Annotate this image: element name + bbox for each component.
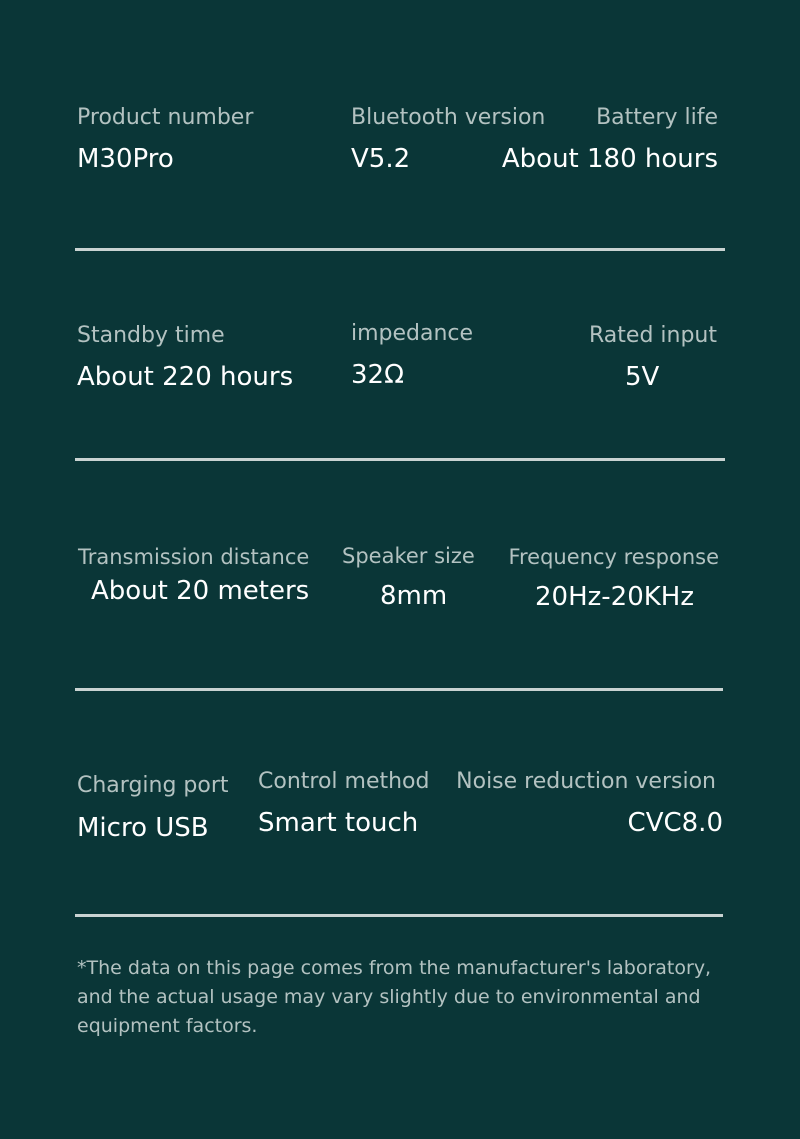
spec-value: CVC8.0 bbox=[627, 808, 723, 838]
spec-value: 32Ω bbox=[351, 360, 404, 390]
spec-label: Standby time bbox=[77, 323, 225, 348]
spec-label: Rated input bbox=[589, 323, 717, 348]
spec-value: About 20 meters bbox=[91, 576, 310, 606]
spec-label: impedance bbox=[351, 321, 474, 346]
divider bbox=[75, 248, 725, 251]
spec-label: Product number bbox=[77, 105, 254, 130]
spec-label: Transmission distance bbox=[78, 545, 310, 569]
spec-label: Battery life bbox=[596, 105, 718, 130]
spec-value: Smart touch bbox=[258, 808, 419, 838]
spec-label: Bluetooth version bbox=[351, 105, 546, 130]
divider bbox=[75, 688, 723, 691]
spec-label: Charging port bbox=[77, 773, 229, 798]
disclaimer-footnote: *The data on this page comes from the manufacturer's laboratory, and the actual usage may vary slightly due to environmental and equipment factors. bbox=[77, 957, 712, 1037]
spec-label: Speaker size bbox=[342, 544, 475, 568]
spec-value: 8mm bbox=[380, 581, 448, 611]
spec-value: About 180 hours bbox=[501, 144, 718, 174]
divider bbox=[75, 914, 723, 917]
spec-label: Frequency response bbox=[508, 545, 719, 569]
spec-value: M30Pro bbox=[77, 144, 174, 174]
spec-value: About 220 hours bbox=[77, 362, 294, 392]
spec-value: Micro USB bbox=[77, 813, 209, 843]
divider bbox=[75, 458, 725, 461]
spec-label: Noise reduction version bbox=[456, 769, 716, 794]
spec-value: 20Hz-20KHz bbox=[535, 582, 694, 612]
spec-value: 5V bbox=[625, 362, 660, 392]
spec-value: V5.2 bbox=[351, 144, 411, 174]
spec-label: Control method bbox=[258, 769, 430, 794]
